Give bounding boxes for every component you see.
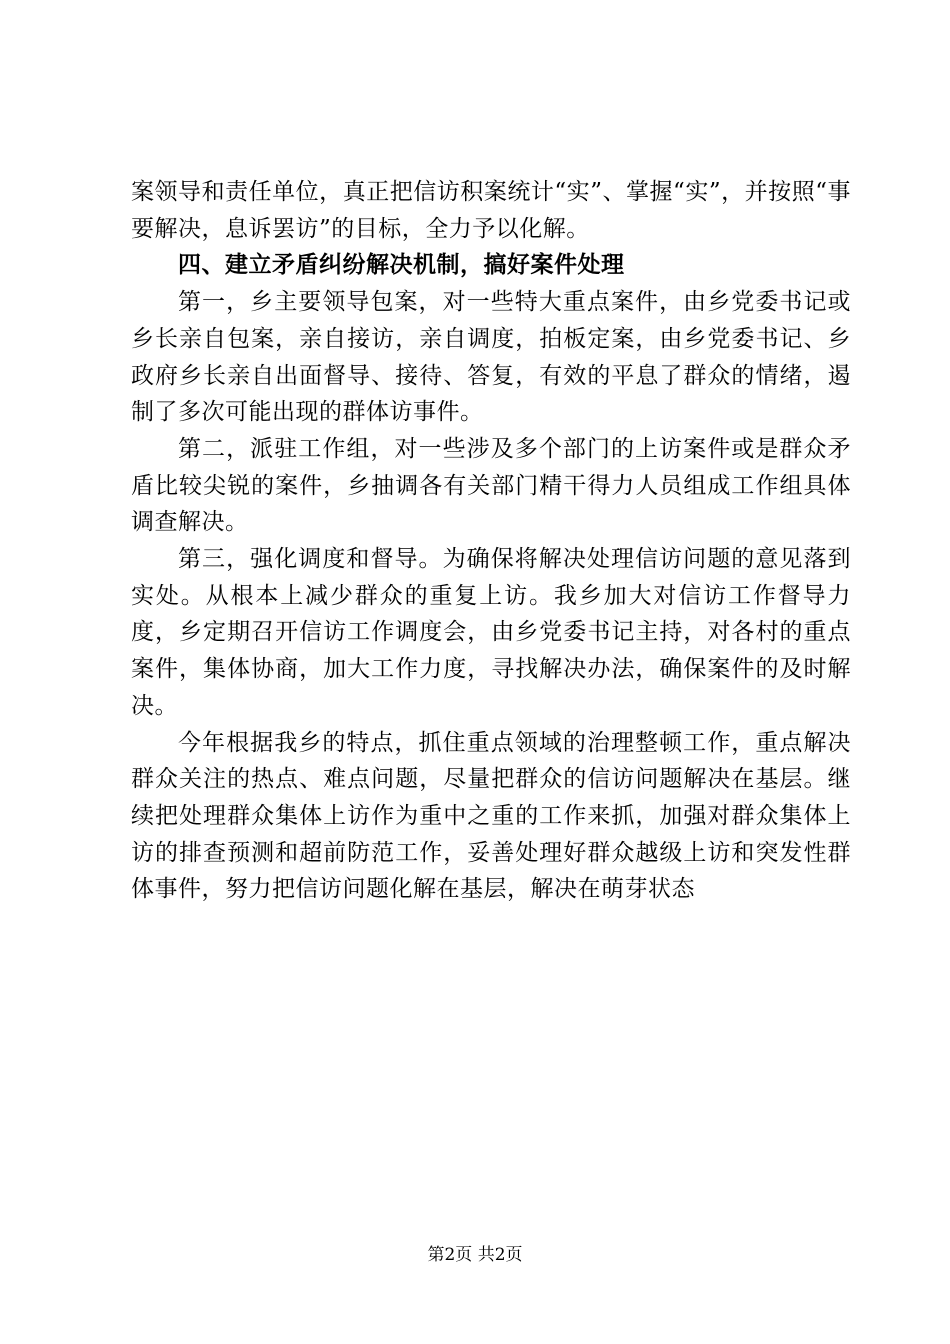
page-footer: 第2页 共2页: [427, 1245, 523, 1265]
paragraph-second: 第二，派驻工作组，对一些涉及多个部门的上访案件或是群众矛盾比较尖锐的案件，乡抽调各有关部门精干得力人员组成工作组具体调查解决。: [131, 435, 851, 536]
section-heading: 四、建立矛盾纠纷解决机制，搞好案件处理: [178, 252, 625, 279]
paragraph-third: 第三，强化调度和督导。为确保将解决处理信访问题的意见落到实处。从根本上减少群众的重复上访。我乡加大对信访工作督导力度，乡定期召开信访工作调度会，由乡党委书记主持，对各村的重点案件，集体协商，加大工作力度，寻找解决办法，确保案件的及时解决。: [131, 546, 851, 719]
document-body: [131, 174, 851, 908]
paragraph-summary: 今年根据我乡的特点，抓住重点领域的治理整顿工作，重点解决群众关注的热点、难点问题，尽量把群众的信访问题解决在基层。继续把处理群众集体上访作为重中之重的工作来抓，加强对群众集体上访的排查预测和超前防范工作，妥善处理好群众越级上访和突发性群体事件，努力把信访问题化解在基层，解决在萌芽状态: [131, 729, 851, 903]
paragraph-continuation: 案领导和责任单位，真正把信访积案统计“实”、掌握“实”，并按照“事要解决，息诉罢访”的目标，全力予以化解。: [131, 179, 851, 242]
paragraph-first: 第一，乡主要领导包案，对一些特大重点案件，由乡党委书记或乡长亲自包案，亲自接访，亲自调度，拍板定案，由乡党委书记、乡政府乡长亲自出面督导、接待、答复，有效的平息了群众的情绪，遏制了多次可能出现的群体访事件。: [131, 289, 851, 426]
